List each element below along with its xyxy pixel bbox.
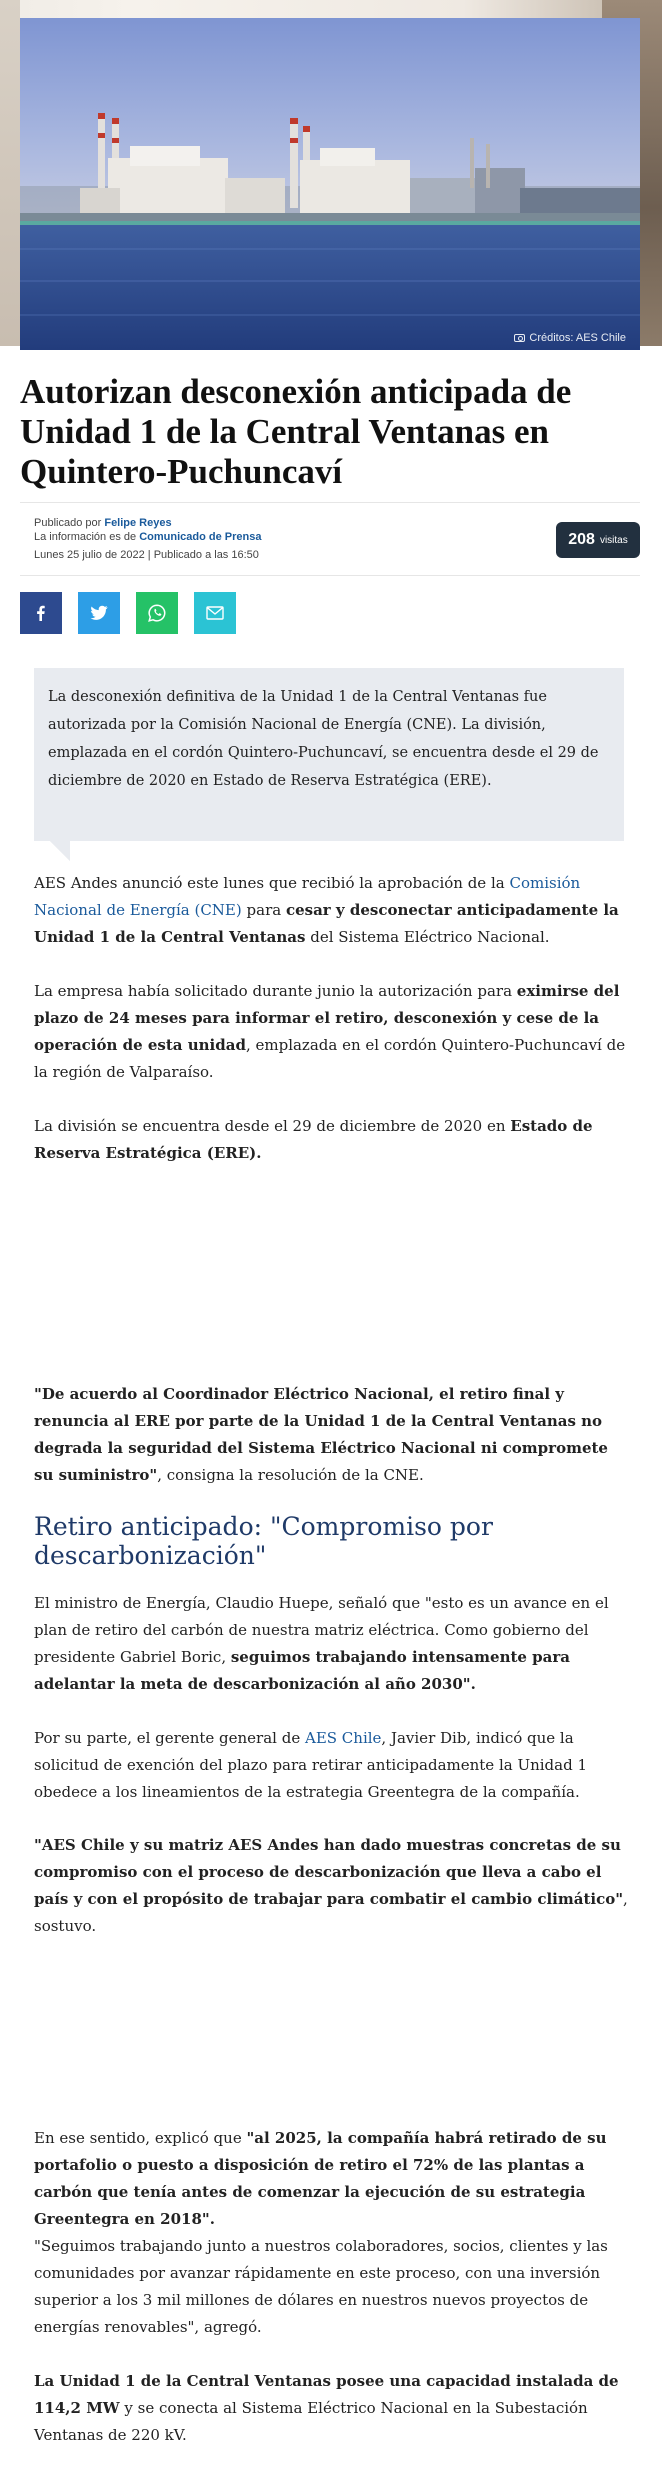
published-by-label: Publicado por <box>34 517 102 529</box>
share-facebook-button[interactable] <box>20 592 62 634</box>
photo-credit <box>514 332 626 344</box>
views-count: 208 <box>568 531 595 548</box>
publish-time: Publicado a las 16:50 <box>153 549 259 561</box>
twitter-icon <box>90 605 108 621</box>
share-buttons <box>20 592 236 634</box>
publish-date: Lunes 25 julio de 2022 <box>34 549 145 561</box>
body-paragraph-3: La división se encuentra desde el 29 de diciembre de 2020 en Estado de Reserva Estratégica (ERE). <box>34 1117 593 1162</box>
share-whatsapp-button[interactable] <box>136 592 178 634</box>
share-email-button[interactable] <box>194 592 236 634</box>
views-badge <box>556 522 640 558</box>
facebook-icon <box>33 605 49 621</box>
hero-image <box>20 18 640 350</box>
article-meta: Publicado por Felipe Reyes La información es de Comunicado de Prensa Lunes 25 julio de 2022 | Publicado a las 16:50 208 visitas <box>20 502 640 576</box>
photo-credit-text: Créditos: AES Chile <box>529 332 626 344</box>
body-paragraph-5: El ministro de Energía, Claudio Huepe, señaló que "esto es un avance en el plan de retiro del carbón de nuestra matriz eléctrica. Como gobierno del presidente Gabriel Boric, seguimos trabajando intensamente para adelantar la meta de descarbonización al año 2030". <box>34 1594 609 1693</box>
whatsapp-icon <box>148 604 166 622</box>
body-paragraph-8: En ese sentido, explicó que "al 2025, la compañía habrá retirado de su portafolio o puesto a disposición de retiro el 72% de las plantas a carbón que tenía antes de comenzar la ejecución de su estrategia Greentegra en 2018". <box>34 2129 607 2228</box>
body-paragraph-2: La empresa había solicitado durante junio la autorización para eximirse del plazo de 24 meses para informar el retiro, desconexión y cese de la operación de esta unidad, emplazada en el cordón Quintero-Puchuncaví de la región de Valparaíso. <box>34 982 626 1081</box>
source-label: La información es de <box>34 531 137 543</box>
body-paragraph-4: "De acuerdo al Coordinador Eléctrico Nacional, el retiro final y renuncia al ERE por parte de la Unidad 1 de la Central Ventanas no degrada la seguridad del Sistema Eléctrico Nacional ni compromete su suministro", consigna la resolución de la CNE. <box>34 1385 608 1484</box>
summary-pointer <box>50 841 70 861</box>
body-paragraph-1: AES Andes anunció este lunes que recibió la aprobación de la Comisión Nacional de Energía (CNE) para cesar y desconectar anticipadamente la Unidad 1 de la Central Ventanas del Sistema Eléctrico Nacional. <box>34 874 619 946</box>
author-link[interactable]: Felipe Reyes <box>104 517 172 529</box>
body-paragraph-9: "Seguimos trabajando junto a nuestros colaboradores, socios, clientes y las comunidades por avanzar rápidamente en este proceso, con una inversión superior a los 3 mil millones de dólares en nuestros nuevos proyectos de energías renovables", agregó. <box>34 2237 608 2336</box>
article-title: Autorizan desconexión anticipada de Unidad 1 de la Central Ventanas en Quintero-Puchuncaví <box>20 372 572 491</box>
source-link[interactable]: Comunicado de Prensa <box>139 531 262 543</box>
views-label: visitas <box>599 534 628 546</box>
power-plant-illustration <box>20 18 640 350</box>
share-twitter-button[interactable] <box>78 592 120 634</box>
aes-chile-link[interactable]: AES Chile <box>304 1729 382 1747</box>
summary-text: La desconexión definitiva de la Unidad 1 de la Central Ventanas fue autorizada por la Comisión Nacional de Energía (CNE). La división, emplazada en el cordón Quintero-Puchuncaví, se encuentra desde el 29 de diciembre de 2020 en Estado de Reserva Estratégica (ERE). <box>48 689 599 789</box>
body-paragraph-7: "AES Chile y su matriz AES Andes han dado muestras concretas de su compromiso con el proceso de descarbonización que lleva a cabo el país y con el propósito de trabajar para combatir el cambio climático", sostuvo. <box>34 1836 628 1935</box>
body-paragraph-10: La Unidad 1 de la Central Ventanas posee una capacidad instalada de 114,2 MW y se conecta al Sistema Eléctrico Nacional en la Subestación Ventanas de 220 kV. <box>34 2372 619 2444</box>
camera-icon <box>514 334 525 342</box>
email-icon <box>206 606 224 620</box>
article-summary <box>34 668 624 841</box>
body-paragraph-6: Por su parte, el gerente general de AES Chile, Javier Dib, indicó que la solicitud de exención del plazo para retirar anticipadamente la Unidad 1 obedece a los lineamientos de la estrategia Greentegra de la compañía. <box>34 1729 588 1801</box>
cne-link[interactable]: Comisión Nacional de Energía (CNE) <box>34 874 581 919</box>
section-heading: Retiro anticipado: "Compromiso por descarbonización" <box>34 1512 493 1570</box>
